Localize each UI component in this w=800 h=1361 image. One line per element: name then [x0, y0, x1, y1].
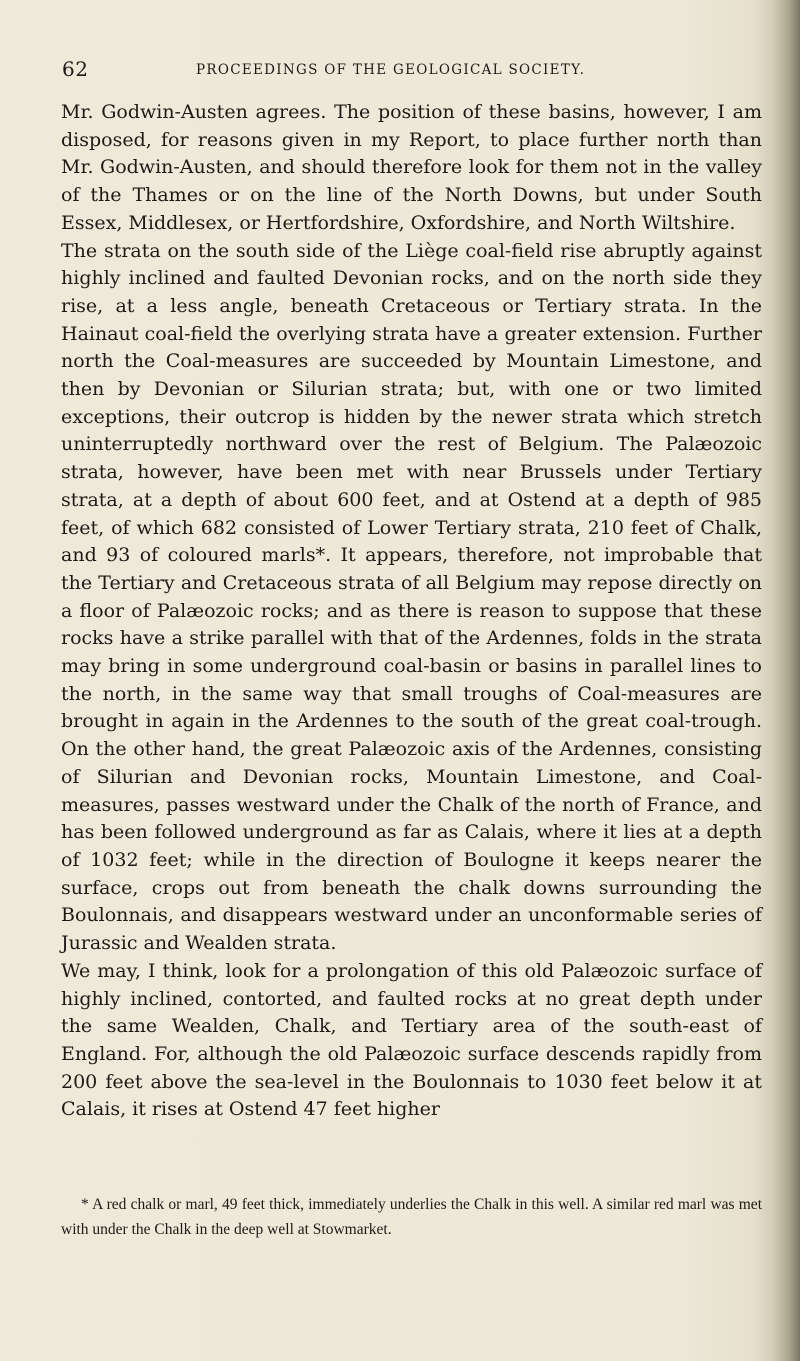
- paragraph-1: Mr. Godwin-Austen agrees. The position of these basins, however, I am disposed, for reasons given in my Report, to place further north than Mr. Godwin-Austen, and should therefore look for them not in the valley of the Thames or on the line of the North Downs, but under South Essex, Middlesex, or Hertfordshire, Oxfordshire, and North Wiltshire.: [61, 101, 762, 234]
- footnote: [61, 1193, 762, 1242]
- body-text: [61, 99, 762, 1124]
- running-head: PROCEEDINGS OF THE GEOLOGICAL SOCIETY.: [196, 62, 586, 78]
- page-number: 62: [62, 57, 89, 81]
- page-header: [62, 57, 762, 85]
- paragraph-3: We may, I think, look for a prolongation of this old Palæozoic surface of highly inclined, contorted, and faulted rocks at no great depth under the same Wealden, Chalk, and Tertiary area of the south-east of England. For, although the old Palæozoic surface descends rapidly from 200 feet above the sea-level in the Boulonnais to 1030 feet below it at Calais, it rises at Ostend 47 feet higher: [61, 959, 762, 1121]
- footnote-text: * A red chalk or marl, 49 feet thick, immediately underlies the Chalk in this well. A similar red marl was met with under the Chalk in the deep well at Stowmarket.: [61, 1196, 762, 1238]
- paragraph-2: The strata on the south side of the Liège coal-field rise abruptly against highly inclined and faulted Devonian rocks, and on the north side they rise, at a less angle, beneath Cretaceous or Tertiary strata. In the Hainaut coal-field the overlying strata have a greater extension. Further north the Coal-measures are succeeded by Mountain Limestone, and then by Devonian or Silurian strata; but, with one or two limited exceptions, their outcrop is hidden by the newer strata which stretch uninterruptedly northward over the rest of Belgium. The Palæozoic strata, however, have been met with near Brussels under Tertiary strata, at a depth of about 600 feet, and at Ostend at a depth of 985 feet, of which 682 consisted of Lower Tertiary strata, 210 feet of Chalk, and 93 of coloured marls*. It appears, therefore, not improbable that the Tertiary and Cretaceous strata of all Belgium may repose directly on a floor of Palæozoic rocks; and as there is reason to suppose that these rocks have a strike parallel with that of the Ardennes, folds in the strata may bring in some underground coal-basin or basins in parallel lines to the north, in the same way that small troughs of Coal-measures are brought in again in the Ardennes to the south of the great coal-trough. On the other hand, the great Palæozoic axis of the Ardennes, consisting of Silurian and Devonian rocks, Mountain Limestone, and Coal-measures, passes westward under the Chalk of the north of France, and has been followed underground as far as Calais, where it lies at a depth of 1032 feet; while in the direction of Boulogne it keeps nearer the surface, crops out from beneath the chalk downs surrounding the Boulonnais, and disappears westward under an unconformable series of Jurassic and Wealden strata.: [61, 239, 762, 955]
- page-edge-shadow: [774, 0, 800, 1361]
